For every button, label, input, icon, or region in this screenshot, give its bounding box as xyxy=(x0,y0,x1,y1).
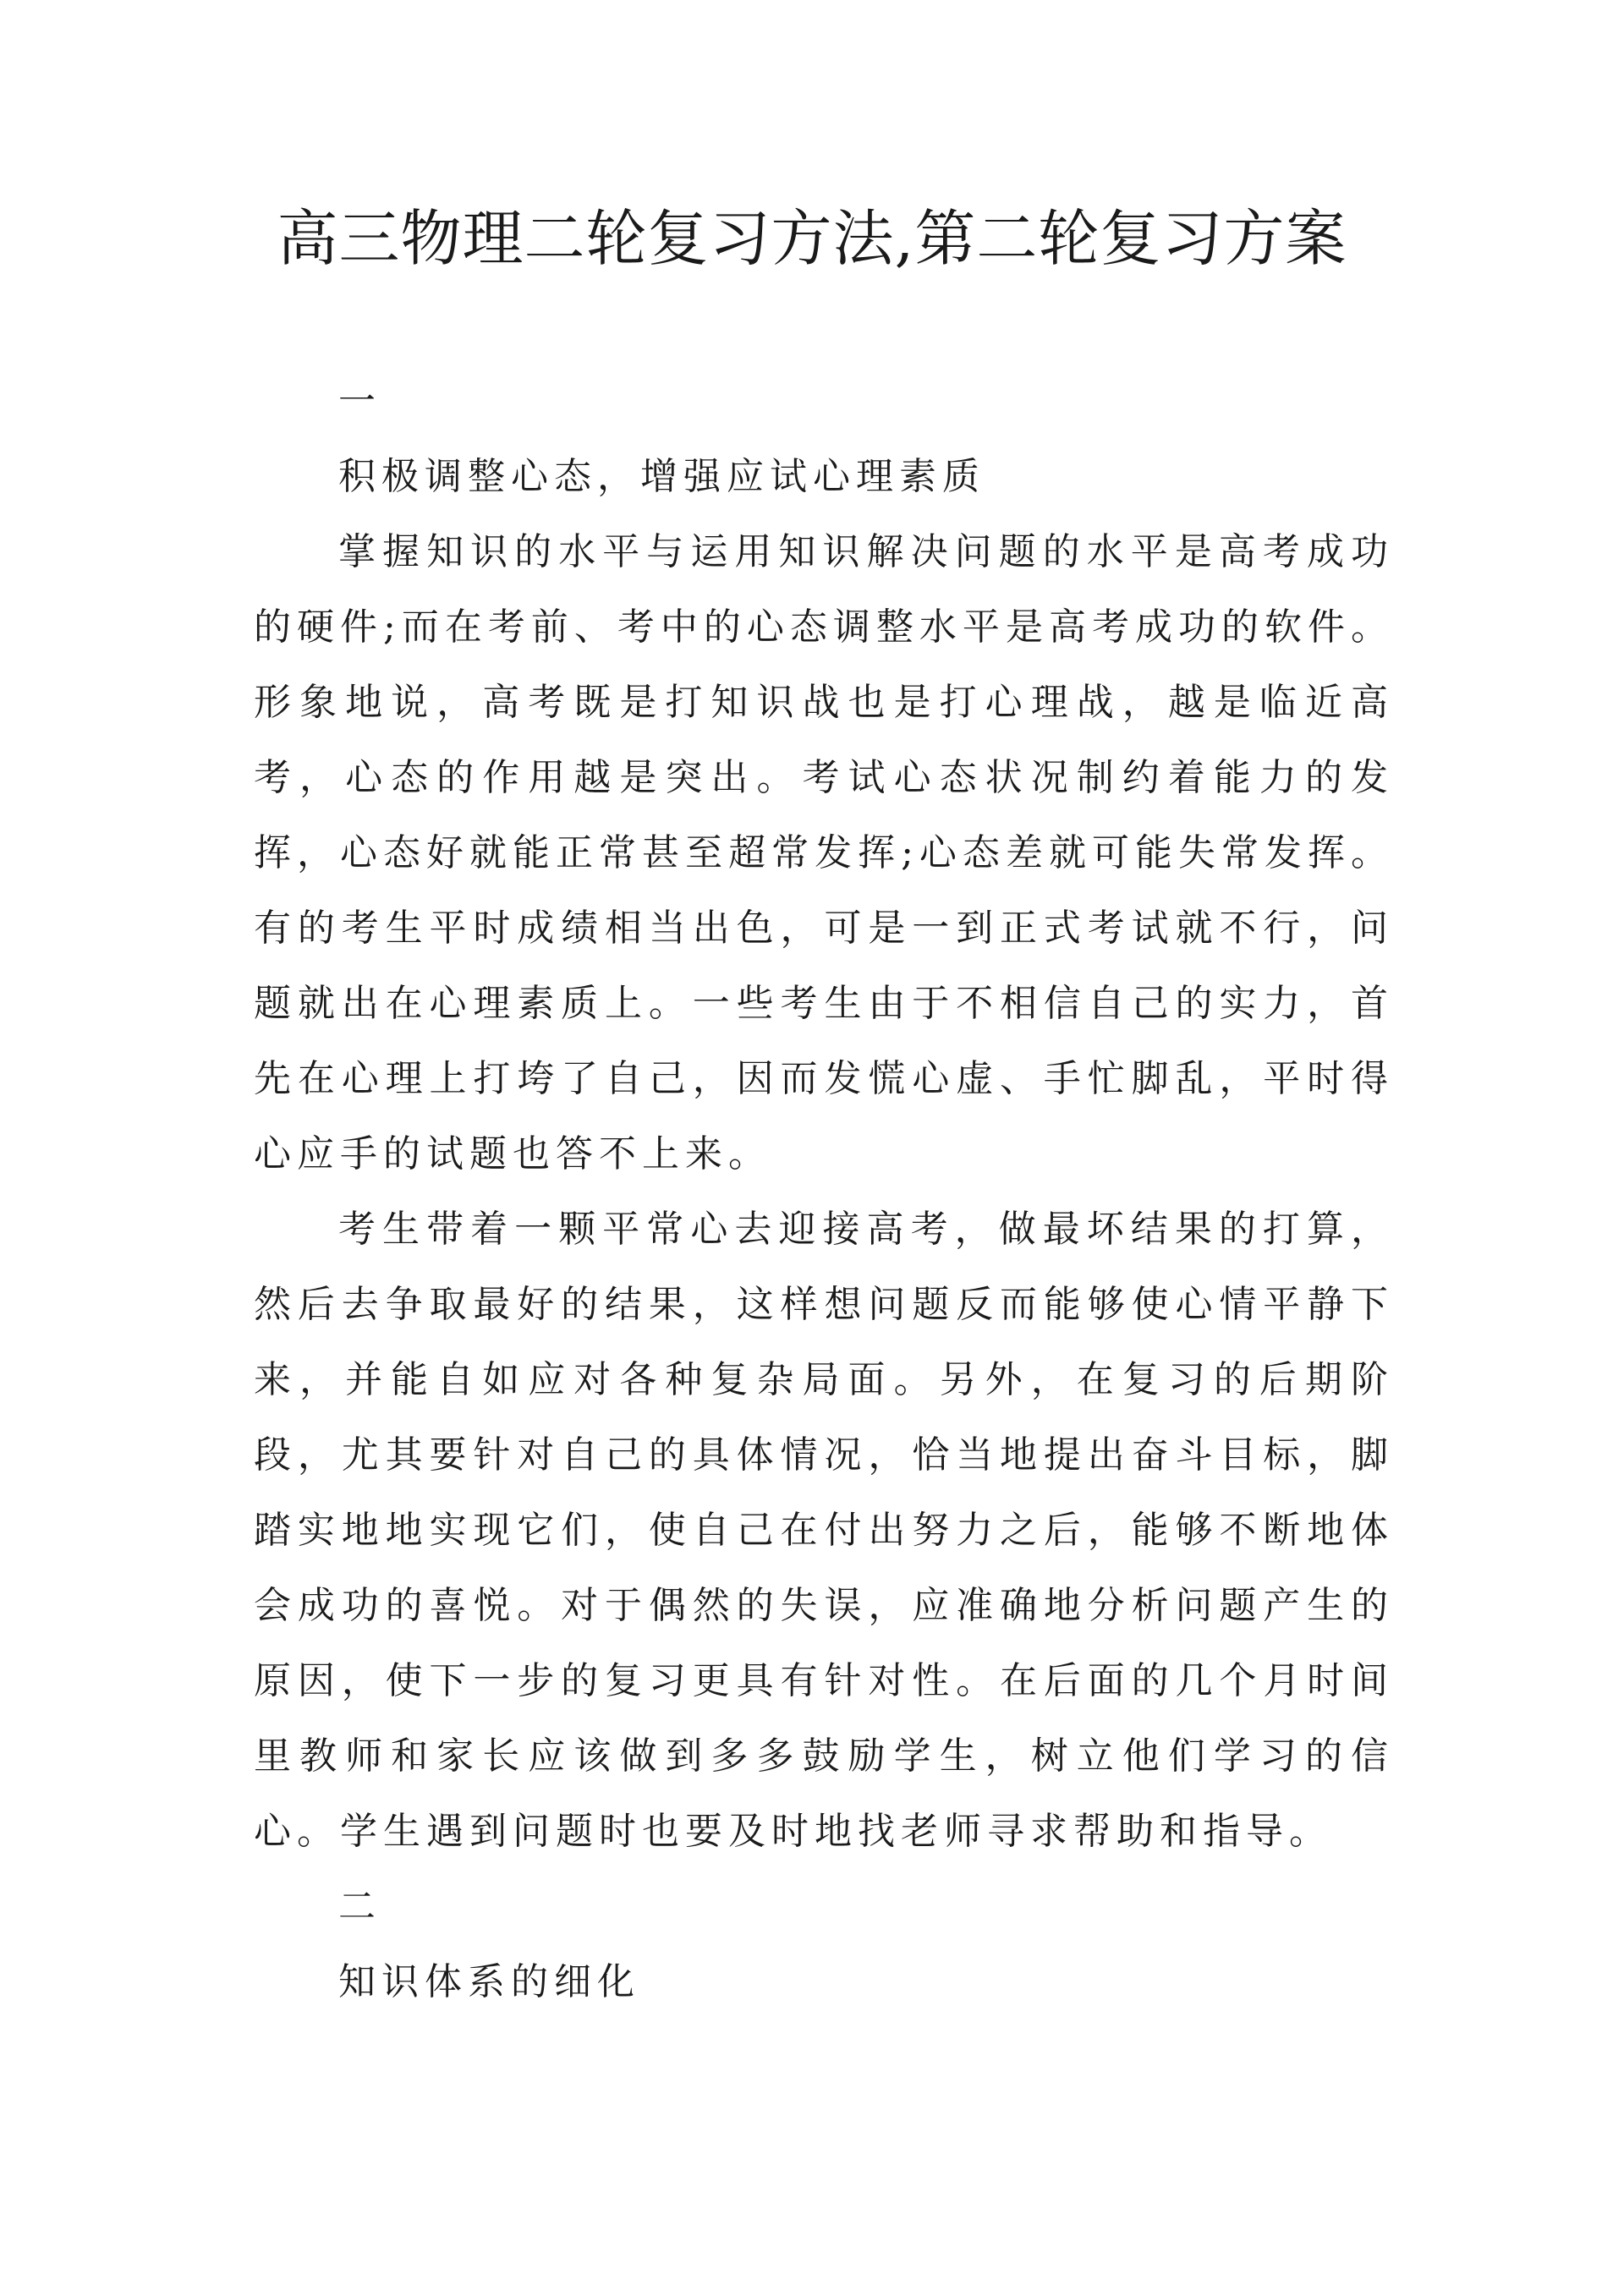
body-paragraph: 考生带着一颗平常心去迎接高考，做最坏结果的打算，然后去争取最好的结果，这样想问题反而能够使心情平静下来，并能自如应对各种复杂局面。另外，在复习的后期阶段，尤其要针对自己的具体情况，恰当地提出奋斗目标，脚踏实地地实现它们，使自己在付出努力之后，能够不断地体会成功的喜悦。对于偶然的失误，应准确地分析问题产生的原因，使下一步的复习更具有针对性。在后面的几个月时间里教师和家长应该做到多多鼓励学生，树立他们学习的信心。学生遇到问题时也要及时地找老师寻求帮助和指导。 xyxy=(254,1208,1394,1853)
document-body xyxy=(254,364,1394,2019)
section-number: 一 xyxy=(338,380,381,423)
section-heading: 积极调整心态，增强应试心理素质 xyxy=(338,455,985,498)
document-title: 高三物理二轮复习方法,第二轮复习方案 xyxy=(277,203,1347,274)
body-paragraph: 掌握知识的水平与运用知识解决问题的水平是高考成功的硬件;而在考前、考中的心态调整水平是高考成功的软件。形象地说，高考既是打知识战也是打心理战，越是临近高考，心态的作用越是突出。考试心态状况制约着能力的发挥，心态好就能正常甚至超常发挥;心态差就可能失常发挥。有的考生平时成绩相当出色，可是一到正式考试就不行，问题就出在心理素质上。一些考生由于不相信自己的实力，首先在心理上打垮了自己，因而发慌心虚、手忙脚乱，平时得心应手的试题也答不上来。 xyxy=(254,530,1394,1175)
section-number: 二 xyxy=(338,1885,381,1928)
section-heading: 知识体系的细化 xyxy=(338,1960,640,2003)
